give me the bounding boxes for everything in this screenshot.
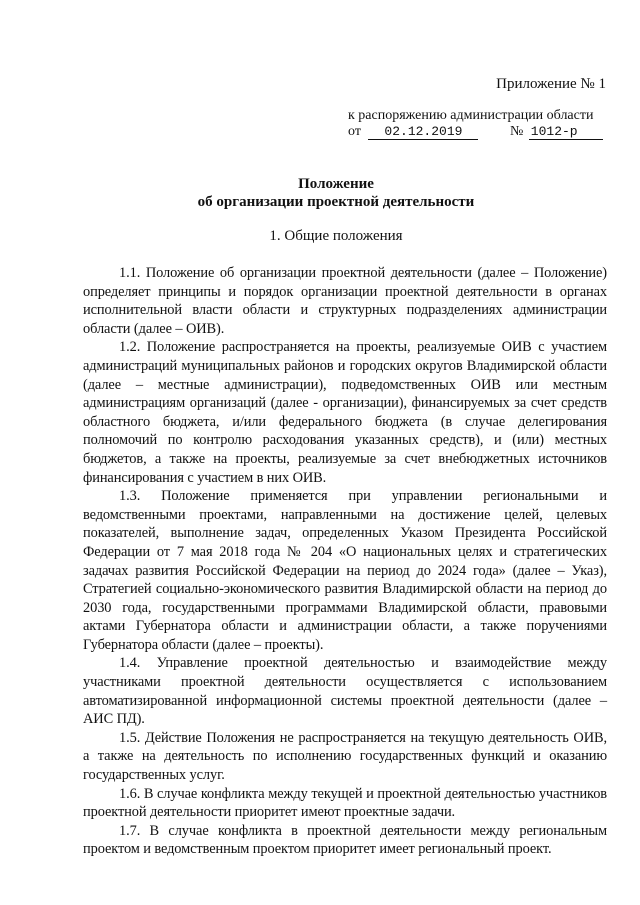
number-prefix: № bbox=[509, 124, 524, 139]
document-subtitle: об организации проектной деятельности bbox=[197, 194, 475, 210]
paragraph-1-3: 1.3. Положение применяется при управлении региональными и ведомственными проектами, направленными на достижение целей, целевых показателей, выполнение задач, определенных Указом Президента Российской Федерации от 7 мая 2018 года № 204 «О национальных целях и стратегических задачах развития Российской Федерации на период до 2024 года» (далее – Указ), Стратегией социально-экономического развития Владимирской области на период до 2030 года, государственными программами Владимирской области, правовыми актами Губернатора области и администрации области, а также поручениями Губернатора области (далее – проекты). bbox=[83, 488, 607, 653]
order-number: 1012-р bbox=[529, 124, 603, 140]
section-heading: 1. Общие положения bbox=[269, 228, 403, 244]
paragraph-1-1: 1.1. Положение об организации проектной деятельности (далее – Положение) определяет принципы и порядок организации проектной деятельности в органах исполнительной власти области и структурных подразделениях администрации области (далее – ОИВ). bbox=[83, 265, 607, 337]
paragraph-1-6: 1.6. В случае конфликта между текущей и проектной деятельностью участников проектной деятельности приоритет имеют проектные задачи. bbox=[83, 785, 607, 821]
order-reference: к распоряжению администрации области bbox=[348, 108, 594, 123]
order-date: 02.12.2019 bbox=[368, 124, 478, 140]
document-body bbox=[83, 264, 607, 859]
date-prefix: от bbox=[348, 124, 361, 139]
paragraph-1-5: 1.5. Действие Положения не распространяется на текущую деятельность ОИВ, а также на деятельность по исполнению государственных функций и оказанию государственных услуг. bbox=[83, 729, 607, 784]
order-date-number-line bbox=[348, 124, 603, 140]
paragraph-1-7: 1.7. В случае конфликта в проектной деятельности между региональным проектом и ведомственным проектом приоритет имеет региональный проект. bbox=[83, 822, 607, 858]
paragraph-1-4: 1.4. Управление проектной деятельностью и взаимодействие между участниками проектной деятельности осуществляется с использованием автоматизированной информационной системы проектной деятельности (далее – АИС ПД). bbox=[83, 655, 607, 728]
appendix-label: Приложение № 1 bbox=[496, 76, 606, 92]
document-title: Положение bbox=[298, 176, 374, 192]
paragraph-1-2: 1.2. Положение распространяется на проекты, реализуемые ОИВ с участием администраций муниципальных районов и городских округов Владимирской области (далее – местные администрации), подведомственных ОИВ или местным администрациям организаций (далее - организации), финансируемых за счет средств областного бюджета, и/или федерального бюджета (в случае делегирования полномочий по контролю расходования указанных средств), и (или) местных бюджетов, а также на проекты, реализуемые за счет внебюджетных источников финансирования с участием в них ОИВ. bbox=[83, 339, 607, 486]
